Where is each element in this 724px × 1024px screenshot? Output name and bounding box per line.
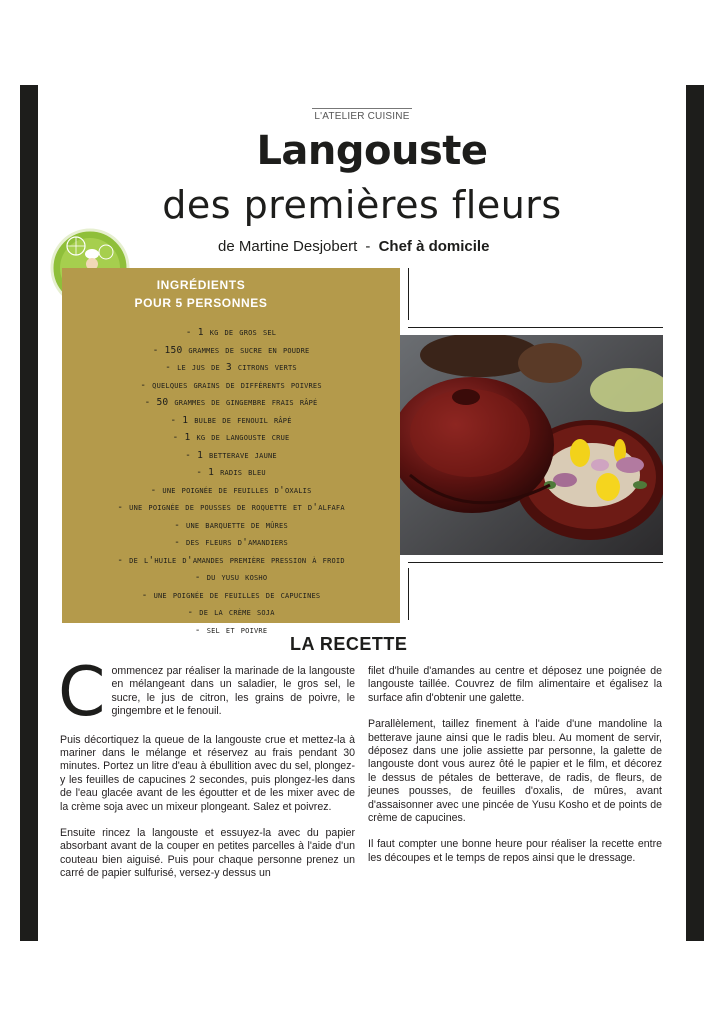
author-name: de Martine Desjobert [218, 238, 358, 255]
recipe-paragraph: filet d'huile d'amandes au centre et déposez une poignée de langouste taillée. Couvrez de film alimentaire et égalisez la surface afin d'obtenir une galette. [368, 665, 662, 704]
ingredient-item: - de la crème soja [187, 607, 275, 618]
page-title: Langouste [256, 128, 488, 174]
divider-horizontal-top [408, 327, 663, 328]
divider-vertical-top [408, 268, 409, 320]
ingredient-item: - 50 grammes de gingembre frais râpé [144, 397, 318, 408]
author-role: Chef à domicile [378, 238, 490, 255]
ingredients-title-line2: POUR 5 PERSONNES [134, 296, 268, 310]
divider-vertical-bottom [408, 568, 409, 620]
ingredient-item: - 1 radis bleu [196, 467, 266, 478]
ingredient-item: - 1 betterave jaune [185, 449, 277, 461]
ingredient-item: - le jus de 3 citrons verts [165, 362, 297, 373]
ingredient-item: - du yusu kosho [194, 572, 268, 583]
ingredient-item: - une barquette de mûres [174, 519, 288, 531]
section-label: L'ATELIER CUISINE [312, 108, 412, 122]
recipe-intro-text: ommencez par réaliser la marinade de la langouste en mélangeant dans un saladier, le gros sel, le sucre, le jus de citron, les grains de poivre, le gingembre et le fenouil. [111, 665, 355, 718]
ingredient-item: - une poignée de pousses de roquette et d'alfafa [117, 502, 345, 513]
ingredient-item: - de l'huile d'amandes première pression à froid [117, 554, 345, 566]
ingredient-item: - des fleurs d'amandiers [174, 537, 288, 548]
ingredients-title [62, 276, 340, 312]
ingredient-item: - une poignée de feuilles d'oxalis [150, 484, 312, 496]
ingredient-item: - sel et poivre [194, 624, 268, 636]
page-subtitle: des premières fleurs [162, 183, 562, 227]
recipe-paragraph: Il faut compter une bonne heure pour réaliser la recette entre les découpes et le temps de repos ainsi que le dressage. [368, 838, 662, 864]
ingredient-item: - 150 grammes de sucre en poudre [152, 344, 310, 356]
ingredient-item: - 1 kg de gros sel [185, 327, 277, 338]
recipe-title: LA RECETTE [290, 634, 408, 654]
recipe-paragraph: Parallèlement, taillez finement à l'aide d'une mandoline la betterave jaune ainsi que le radis bleu. Au moment de servir, déposez dans une jolie assiette par personne, la galette de langouste dont vous aurez ôté le papier et le film, et décorez le dessus de pétales de betterave, de radis, de fleurs, de jeunes pousses, de feuilles d'oxalis, de mûres, avant d'assaisonner avec une pincée de Yusu Kosho et de points de crème de capucines. [368, 718, 662, 825]
dish-photo [400, 335, 663, 555]
recipe-column-left [58, 653, 355, 894]
byline [218, 238, 518, 255]
ingredient-item: - quelques grains de différents poivres [140, 379, 322, 391]
ingredients-title-line1: INGRÉDIENTS [156, 278, 246, 292]
ingredient-item: - 1 kg de langouste crue [172, 432, 290, 443]
drop-cap: C [58, 653, 106, 732]
ingredients-list [62, 324, 400, 639]
divider-horizontal-bottom [408, 562, 663, 563]
byline-separator: - [365, 238, 371, 255]
ingredient-item: - une poignée de feuilles de capucines [141, 589, 321, 601]
recipe-column-right [368, 665, 662, 878]
ingredients-box [62, 268, 400, 636]
ingredient-item: - 1 bulbe de fenouil râpé [170, 414, 292, 426]
recipe-paragraph: Puis décortiquez la queue de la langouste crue et mettez-la à mariner dans le mélange et réservez au frais pendant 30 minutes. Portez un litre d'eau à ébullition avec du sel, plongez-y les feuilles de capucines 2 secondes, puis plongez-les dans de l'eau glacée avant de les égoutter et de les mixer avec de la crème soja avec un mixeur plongeant. Salez et poivrez. [60, 733, 355, 813]
recipe-paragraph: Ensuite rincez la langouste et essuyez-la avec du papier absorbant avant de la couper en petites parcelles à l'aide d'un couteau bien aiguisé. Puis pour chaque personne prenez un carré de papier sulfurisé, versez-y dessus un [60, 827, 355, 880]
recipe-intro [58, 653, 355, 732]
